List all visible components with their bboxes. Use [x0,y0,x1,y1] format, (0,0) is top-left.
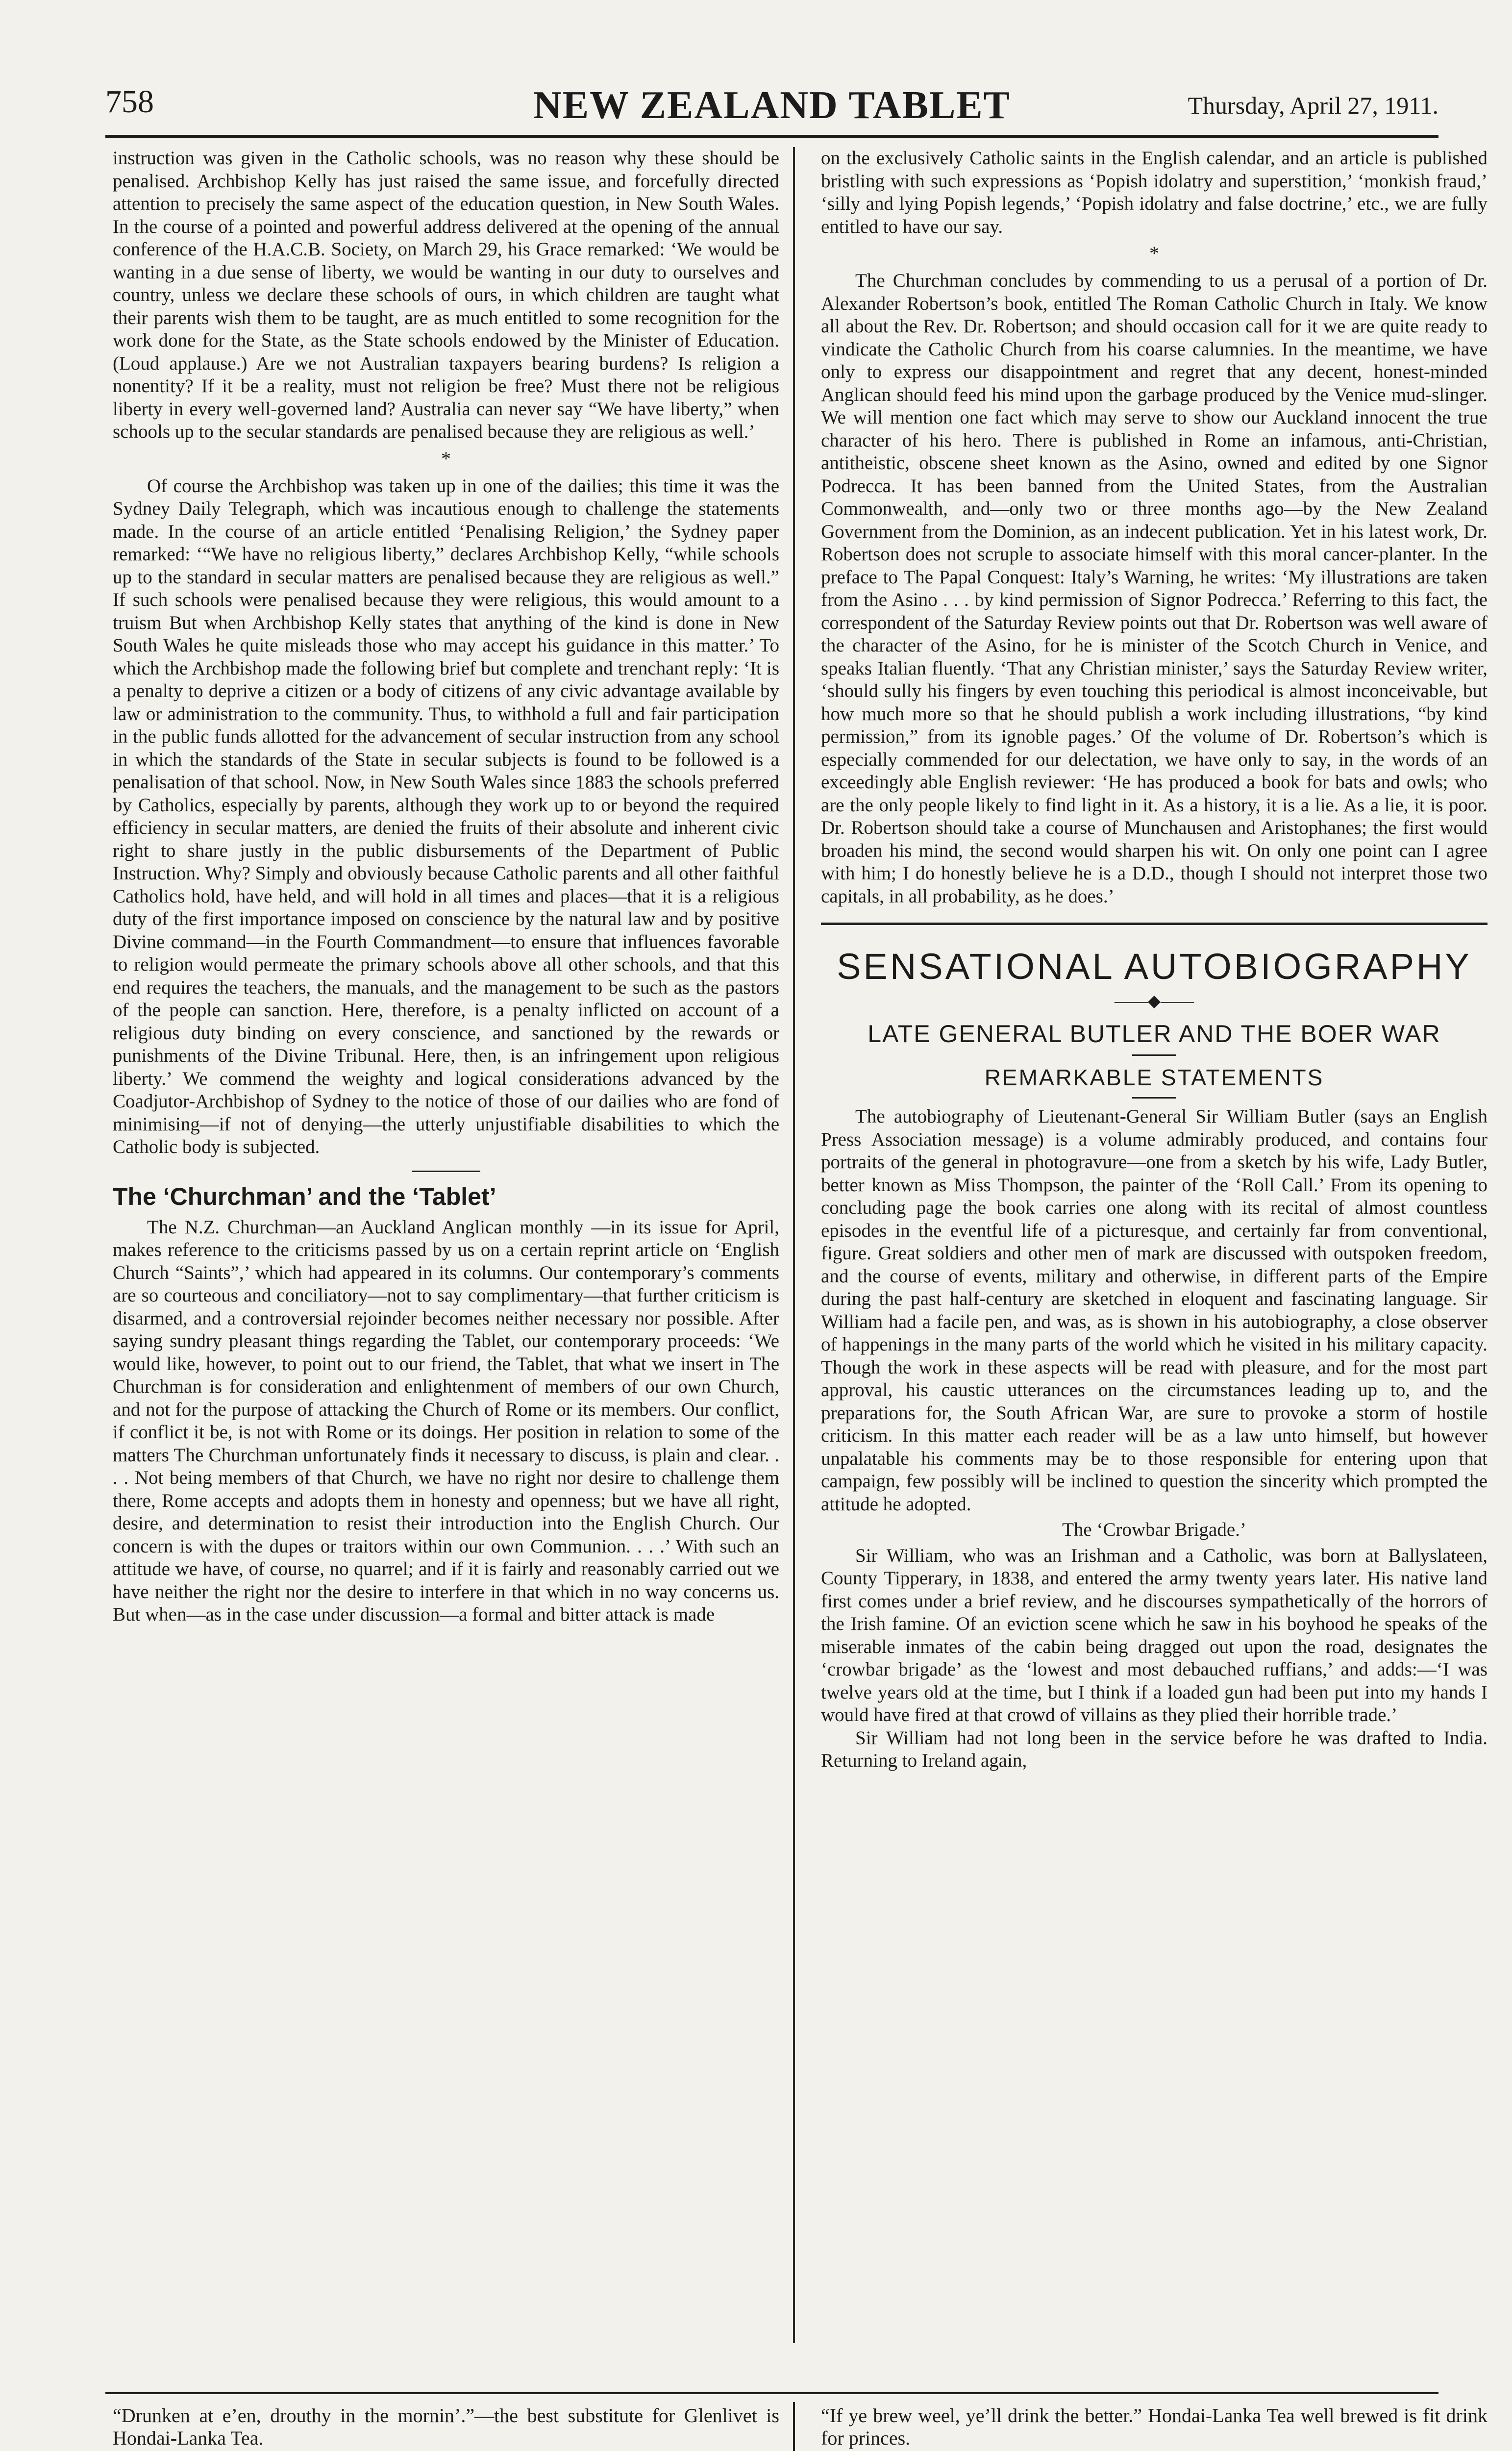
subhead-divider [1132,1054,1176,1056]
right-paragraph-3: The autobiography of Lieutenant-General Sir William Butler (says an English Press Association message) is a volume admirably produced, and contains four portraits of the general in photogravure—one from a sketch by his wife, Lady Butler, better known as Miss Thompson, the painter of the ‘Roll Call.’ From its opening to concluding page the book carries one along with its recital of almost countless episodes in the eventful life of a picturesque, and certainly far from conventional, figure. Great soldiers and other men of mark are discussed with outspoken freedom, and the course of events, military and otherwise, in different parts of the Empire during the past half-century are sketched in eloquent and fascinating language. Sir William had a facile pen, and was, as is shown in his autobiography, a close observer of happenings in the many parts of the world which he visited in his military capacity. Though the work in these aspects will be read with pleasure, and for the most part approval, his caustic utterances on the circumstances leading up to, and the preparations for, the South African War, are sure to provoke a storm of hostile criticism. In this matter each reader will be as a law unto himself, but however unpalatable his comments may be to those responsible for entering upon that campaign, few possibly will be inclined to question the sincerity which prompted the attitude he adopted. [821,1106,1487,1515]
issue-date: Thursday, April 27, 1911. [1188,92,1438,119]
footer-divider [793,2402,795,2451]
right-paragraph-4: Sir William, who was an Irishman and a Catholic, was born at Ballyslateen, County Tipperary, in 1838, and entered the army twenty years later. His native land first comes under a brief review, and he discourses sympathetically of the horrors of the Irish famine. Of an eviction scene which he saw in his boyhood he speaks of the miserable inmates of the cabin being dragged out upon the road, designates the ‘crowbar brigade’ as the ‘lowest and most debauched ruffians,’ and adds:—‘I was twelve years old at the time, but I think if a loaded gun had been put into my hands I would have fired at that crowd of villains as they plied their horrible trade.’ [821,1545,1487,1726]
article-kicker: REMARKABLE STATEMENTS [984,1065,1324,1090]
footer-advert-left: “Drunken at e’en, drouthy in the mornin’.”—the best substitute for Glenlivet is Hondai-Lanka Tea. [113,2404,779,2449]
footer-rule [105,2392,1438,2394]
right-paragraph-1: on the exclusively Catholic saints in the English calendar, and an article is published bristling with such expressions as ‘Popish idolatry and superstition,’ ‘monkish fraud,’ ‘silly and lying Popish legends,’ ‘Popish idolatry and false doctrine,’ etc., we are fully entitled to have our say. [821,148,1487,237]
masthead-title: NEW ZEALAND TABLET [533,84,1011,127]
section-heading-churchman: The ‘Churchman’ and the ‘Tablet’ [113,1182,496,1210]
header-rule [105,135,1438,138]
ornament-divider-icon: ——◆—— [1114,992,1194,1010]
right-paragraph-5: Sir William had not long been in the service before he was drafted to India. Returning to Ireland again, [821,1727,1487,1771]
left-paragraph-1: instruction was given in the Catholic schools, was no reason why these should be penalised. Archbishop Kelly has just raised the same issue, and forcefully directed attention to precisely the same aspect of the education question, in New South Wales. In the course of a pointed and powerful address delivered at the opening of the annual conference of the H.A.C.B. Society, on March 29, his Grace remarked: ‘We would be wanting in a due sense of liberty, we would be wanting in our duty to ourselves and country, unless we declare these schools of ours, in which children are taught what their parents wish them to be taught, are as much entitled to some recognition for the work done for the State, as the State schools endowed by the Minister of Education. (Loud applause.) Are we not Australian taxpayers bearing burdens? Is religion a nonentity? If it be a reality, must not religion be free? Must there not be religious liberty in every well-governed land? Australia can never say “We have liberty,” when schools up to the secular standards are penalised because they are religious as well.’ [113,148,779,442]
left-paragraph-2: Of course the Archbishop was taken up in one of the dailies; this time it was the Sydney Daily Telegraph, which was incautious enough to challenge the statements made. In the course of an article entitled ‘Penalising Religion,’ the Sydney paper remarked: ‘“We have no religious liberty,” declares Archbishop Kelly, “while schools up to the standard in secular matters are penalised because they are religious as well.” If such schools were penalised because they were religious, this would amount to a truism But when Archbishop Kelly states that anything of the kind is done in New South Wales he quite misleads those who may accept his guidance in this matter.’ To which the Archbishop made the following brief but complete and trenchant reply: ‘It is a penalty to deprive a citizen or a body of citizens of any civic advantage available by law or administration to the community. Thus, to withhold a full and fair participation in the public funds allotted for the advancement of secular instruction from any school in which the standards of the State in secular subjects is found to be followed is a penalisation of that school. Now, in New South Wales since 1883 the schools preferred by Catholics, especially by parents, although they work up to or beyond the required efficiency in secular matters, are denied the fruits of their absolute and inherent civic right to share justly in the public disbursements of the Department of Public Instruction. Why? Simply and obviously because Catholic parents and all other faithful Catholics hold, have held, and will hold in all times and places—that it is a religious duty of the first importance imposed on conscience by the natural law and by positive Divine command—in the Fourth Commandment—to ensure that influences favorable to religion would permeate the primary schools above all other schools, and that this end requires the teachers, the manuals, and the management to be such as the pastors of the people can sanction. Here, therefore, is a penalty inflicted on account of a religious duty binding on every conscience, and sanctioned by the rewards or punishments of the Divine Tribunal. Here, then, is an infringement upon religious liberty.’ We commend the weighty and logical considerations advanced by the Coadjutor-Archbishop of Sydney to the notice of those of our dailies who are fond of minimising—if not of denying—the utterly unjustifiable disabilities to which the Catholic body is subjected. [113,475,779,1157]
section-star: * [1149,242,1159,264]
section-divider [412,1171,480,1172]
page-header [105,83,1438,127]
section-star: * [441,447,451,470]
page-number: 758 [105,84,154,120]
article-headline: SENSATIONAL AUTOBIOGRAPHY [837,946,1472,987]
footer-advert-right: “If ye brew weel, ye’ll drink the better.” Hondai-Lanka Tea well brewed is fit drink for princes. [821,2404,1487,2449]
crowbar-subheading: The ‘Crowbar Brigade.’ [1062,1519,1246,1540]
article-divider [821,923,1487,925]
left-column [113,147,779,1626]
column-divider [793,147,795,2343]
article-subheadline: LATE GENERAL BUTLER AND THE BOER WAR [868,1020,1441,1048]
kicker-divider [1132,1097,1176,1099]
left-paragraph-3: The N.Z. Churchman—an Auckland Anglican monthly —in its issue for April, makes reference to the criticisms passed by us on a certain reprint article on ‘English Church “Saints”,’ which had appeared in its columns. Our contemporary’s comments are so courteous and conciliatory—not to say complimentary—that further criticism is disarmed, and a controversial rejoinder becomes neither necessary nor possible. After saying sundry pleasant things regarding the Tablet, our contemporary proceeds: ‘We would like, however, to point out to our friend, the Tablet, that what we insert in The Churchman is for consideration and enlightenment of members of our own Church, and not for the purpose of attacking the Church of Rome or its members. Our conflict, if conflict it be, is not with Rome or its doings. Her position in relation to some of the matters The Churchman unfortunately finds it necessary to discuss, is plain and clear. . . . Not being members of that Church, we have no right nor desire to challenge them there, Rome accepts and adopts them in honesty and openness; but we have all right, desire, and determination to resist their introduction into the English Church. Our concern is with the dupes or traitors within our own Communion. . . .’ With such an attitude we have, of course, no quarrel; and if it is fairly and reasonably carried out we have neither the right nor the desire to interfere in that which in no way concerns us. But when—as in the case under discussion—a formal and bitter attack is made [113,1216,779,1625]
right-paragraph-2: The Churchman concludes by commending to us a perusal of a portion of Dr. Alexander Robertson’s book, entitled The Roman Catholic Church in Italy. We know all about the Rev. Dr. Robertson; and should occasion call for it we are quite ready to vindicate the Catholic Church from his coarse calumnies. In the meantime, we have only to express our disappointment and regret that any decent, honest-minded Anglican should feed his mind upon the garbage produced by the Venice mud-slinger. We will mention one fact which may serve to show our Auckland innocent the true character of his hero. There is published in Rome an infamous, anti-Christian, antitheistic, obscene sheet known as the Asino, owned and edited by one Signor Podrecca. It has been banned from the United States, from the Australian Commonwealth, and—only two or three months ago—by the New Zealand Government from the Dominion, as an indecent publication. Yet in his latest work, Dr. Robertson does not scruple to associate himself with this moral cancer-planter. In the preface to The Papal Conquest: Italy’s Warning, he writes: ‘My illustrations are taken from the Asino . . . by kind permission of Signor Podrecca.’ Referring to this fact, the correspondent of the Saturday Review points out that Dr. Robertson was well aware of the character of the Asino, for he is minister of the Scotch Church in Venice, and speaks Italian fluently. ‘That any Christian minister,’ says the Saturday Review writer, ‘should sully his fingers by even touching this periodical is almost inconceivable, but how much more so that he should publish a work including illustrations, “by kind permission,” from its ignoble pages.’ Of the volume of Dr. Robertson’s which is especially commended for our delectation, we have only to say, in the words of an exceedingly able English reviewer: ‘He has produced a book for bats and owls; who are the only people likely to find light in it. As a history, it is a lie. As a lie, it is poor. Dr. Robertson should take a course of Munchausen and Aristophanes; the first would broaden his mind, the second would sharpen his wit. On only one point can I agree with him; I do honestly believe he is a D.D., though I should not interpret those two capitals, in all probability, as he does.’ [821,270,1487,907]
right-column [821,147,1487,1773]
